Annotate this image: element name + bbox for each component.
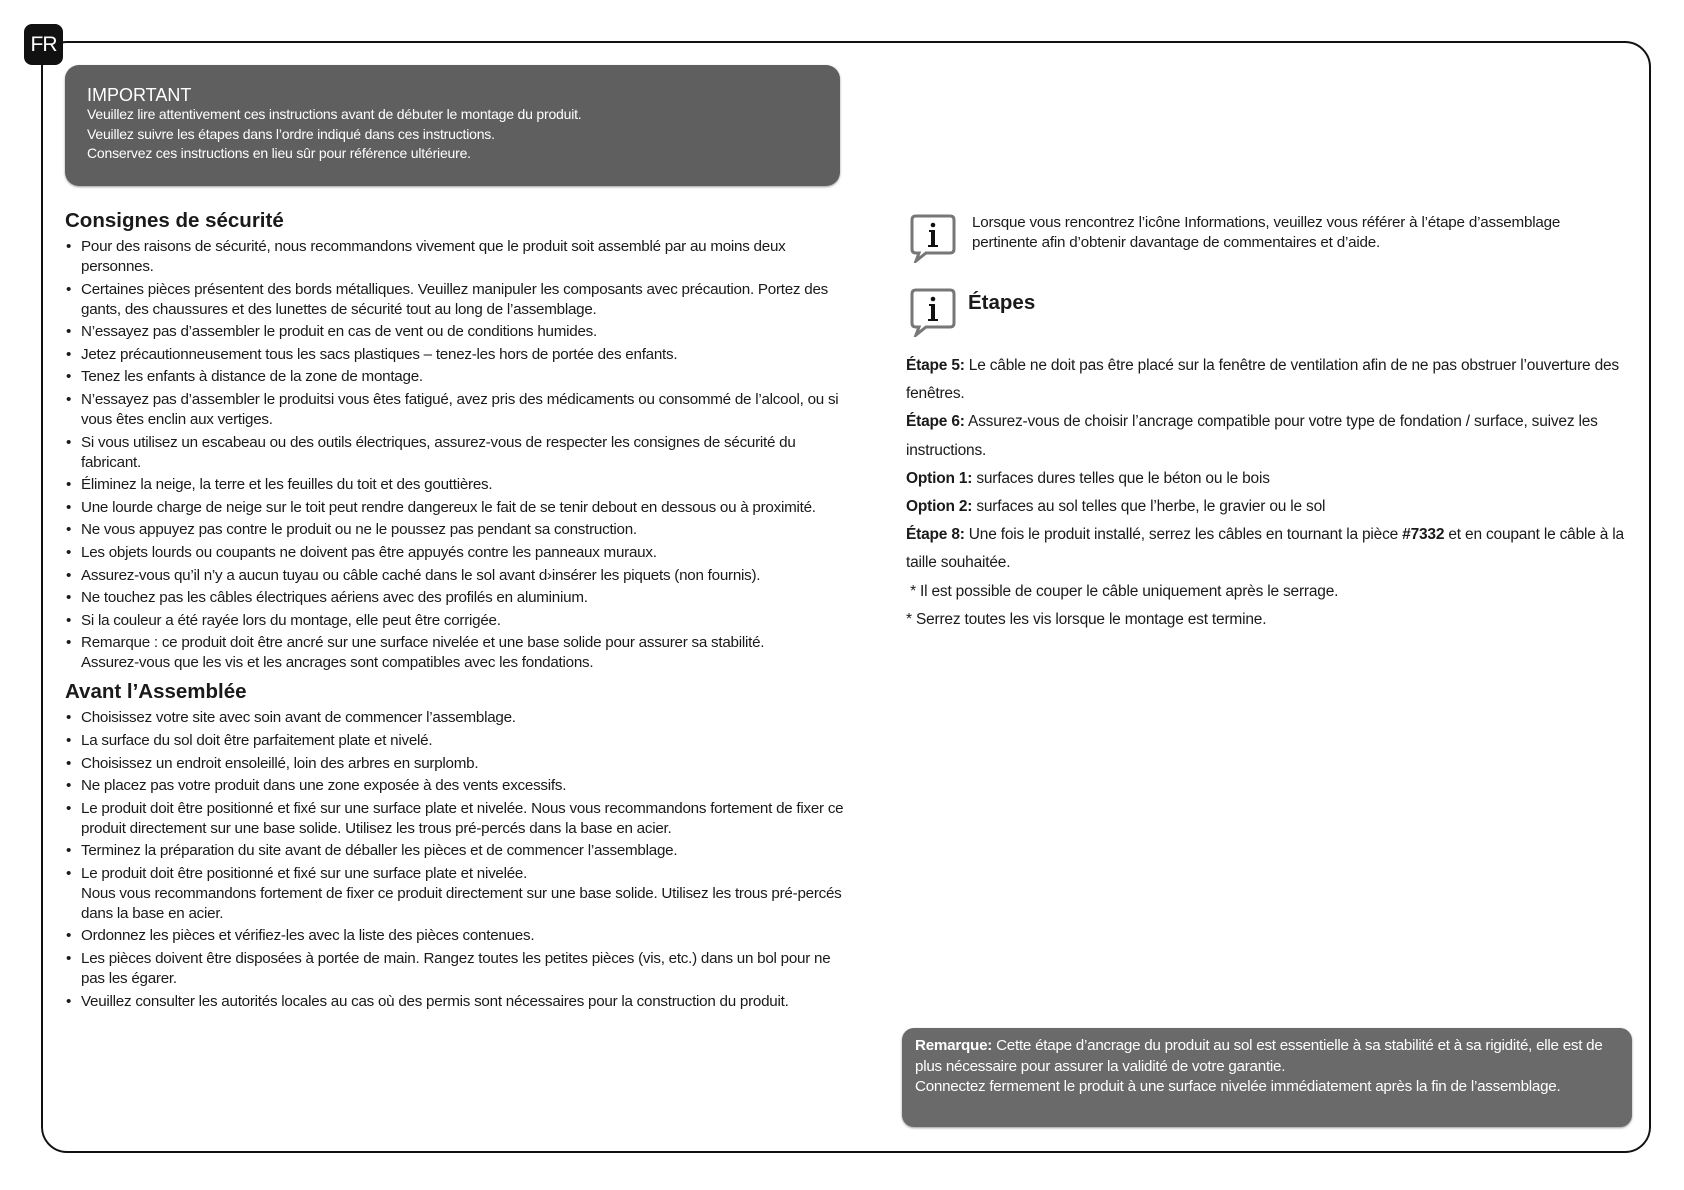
list-item	[65, 992, 845, 1012]
list-item	[65, 475, 845, 495]
list-item-text: Ordonnez les pièces et vérifiez-les avec la liste des pièces contenues.	[81, 927, 535, 945]
list-item-text: Ne vous appuyez pas contre le produit ou ne le poussez pas pendant sa construction.	[81, 521, 637, 539]
option-label: Option 1:	[906, 469, 973, 487]
list-item-text: Le produit doit être positionné et fixé sur une surface plate et nivelée.	[81, 864, 528, 882]
remark-label: Remarque:	[915, 1037, 993, 1054]
steps-title: Étapes	[968, 291, 1036, 314]
option-text: surfaces au sol telles que l’herbe, le gravier ou le sol	[972, 498, 1326, 516]
info-speech-bubble-icon	[910, 287, 956, 337]
list-item	[65, 841, 845, 861]
list-item	[65, 799, 845, 839]
important-banner	[65, 65, 840, 186]
safety-list	[65, 237, 845, 673]
remark-box	[902, 1028, 1632, 1127]
list-item	[65, 520, 845, 540]
list-item-text: Choisissez un endroit ensoleillé, loin des arbres en surplomb.	[81, 754, 479, 772]
option-entry	[906, 493, 1626, 521]
list-item-text: Tenez les enfants à distance de la zone de montage.	[81, 368, 423, 386]
list-item-text: Ne placez pas votre produit dans une zone exposée à des vents excessifs.	[81, 777, 567, 795]
footnote: * Serrez toutes les vis lorsque le montage est termine.	[906, 610, 1267, 628]
steps-list	[906, 352, 1626, 634]
list-item-text: Si la couleur a été rayée lors du montage, elle peut être corrigée.	[81, 611, 501, 629]
info-note	[910, 213, 1610, 265]
list-item-note: Nous vous recommandons fortement de fixer ce produit directement sur une base solide. Utilisez les trous pré-percés dans la base en acier.	[81, 884, 842, 922]
list-item	[65, 633, 845, 673]
step-text: et en coupant le câble à la taille souhaitée.	[906, 526, 1624, 572]
list-item	[65, 949, 845, 989]
list-item-text: Pour des raisons de sécurité, nous recommandons vivement que le produit soit assemblé par au moins deux personnes.	[81, 238, 786, 275]
step-entry	[906, 408, 1626, 464]
list-item-text: La surface du sol doit être parfaitement plate et nivelé.	[81, 731, 433, 749]
before-assembly-list	[65, 708, 845, 1011]
remark-text: Cette étape d’ancrage du produit au sol est essentielle à sa stabilité et à sa rigidité, elle est de plus nécessaire pour assurer la validité de votre garantie.	[915, 1037, 1603, 1075]
list-item	[65, 237, 845, 277]
language-badge: FR	[24, 24, 63, 65]
list-item-text: Remarque : ce produit doit être ancré sur une surface nivelée et une base solide pour assurer sa stabilité.	[81, 634, 765, 652]
list-item-text: Jetez précautionneusement tous les sacs plastiques – tenez-les hors de portée des enfants.	[81, 345, 678, 363]
step-label: Étape 5:	[906, 357, 965, 374]
list-item-text: Éliminez la neige, la terre et les feuilles du toit et des gouttières.	[81, 476, 493, 494]
important-line: Veuillez suivre les étapes dans l’ordre indiqué dans ces instructions.	[87, 125, 495, 142]
list-item-note: Assurez-vous que les vis et les ancrages sont compatibles avec les fondations.	[81, 654, 594, 672]
list-item	[65, 345, 845, 365]
list-item-text: Le produit doit être positionné et fixé sur une surface plate et nivelée. Nous vous recommandons fortement de fixer ce produit directement sur une base solide. Utilisez les trous pré-percés dans la base en acier.	[81, 799, 844, 837]
list-item	[65, 390, 845, 430]
safety-heading: Consignes de sécurité	[65, 209, 284, 232]
footnote: * Il est possible de couper le câble uniquement après le serrage.	[906, 582, 1339, 600]
step-text: Le câble ne doit pas être placé sur la fenêtre de ventilation afin de ne pas obstruer l’ouverture des fenêtres.	[906, 357, 1619, 403]
list-item-text: Terminez la préparation du site avant de déballer les pièces et de commencer l’assemblage.	[81, 842, 678, 860]
list-item	[65, 731, 845, 751]
list-item-text: Ne touchez pas les câbles électriques aériens avec des profilés en aluminium.	[81, 589, 588, 607]
list-item-text: Si vous utilisez un escabeau ou des outils électriques, assurez-vous de respecter les consignes de sécurité du fabricant.	[81, 433, 796, 471]
list-item	[65, 926, 845, 946]
info-note-text: Lorsque vous rencontrez l’icône Informations, veuillez vous référer à l’étape d’assemblage pertinente afin d’obtenir davantage de commentaires et d’aide.	[972, 214, 1561, 251]
part-number: #7332	[1402, 526, 1445, 544]
important-line: Veuillez lire attentivement ces instructions avant de débuter le montage du produit.	[87, 106, 582, 122]
list-item	[65, 754, 845, 774]
step-entry	[906, 352, 1626, 408]
list-item	[65, 611, 845, 631]
list-item	[65, 433, 845, 473]
list-item	[65, 322, 845, 342]
option-label: Option 2:	[906, 498, 973, 516]
option-entry	[906, 465, 1626, 493]
remark-text-2: Connectez fermement le produit à une surface nivelée immédiatement après la fin de l’assemblage.	[915, 1078, 1561, 1095]
list-item	[65, 566, 845, 586]
step-label: Étape 8:	[906, 526, 965, 544]
list-item-text: Veuillez consulter les autorités locales au cas où des permis sont nécessaires pour la construction du produit.	[81, 992, 789, 1010]
important-line: Conservez ces instructions en lieu sûr pour référence ultérieure.	[87, 145, 471, 161]
list-item-text: Assurez-vous qu’il n’y a aucun tuyau ou câble caché dans le sol avant d›insérer les piquets (non fournis).	[81, 566, 761, 584]
before-assembly-heading: Avant l’Assemblée	[65, 680, 247, 704]
list-item	[65, 367, 845, 387]
list-item	[65, 280, 845, 320]
list-item-text: N’essayez pas d’assembler le produitsi vous êtes fatigué, avez pris des médicaments ou consommé de l’alcool, ou si vous êtes enclin aux vertiges.	[81, 390, 839, 428]
step-text: Une fois le produit installé, serrez les câbles en tournant la pièce	[964, 526, 1403, 544]
list-item-text: Certaines pièces présentent des bords métalliques. Veuillez manipuler les composants avec précaution. Portez des gants, des chaussures et des lunettes de sécurité tout au long de l’assemblage.	[81, 280, 828, 318]
list-item-text: Choisissez votre site avec soin avant de commencer l’assemblage.	[81, 709, 516, 727]
list-item-text: Les objets lourds ou coupants ne doivent pas être appuyés contre les panneaux muraux.	[81, 543, 657, 561]
steps-header	[910, 287, 1610, 339]
step-text: Assurez-vous de choisir l’ancrage compatible pour votre type de fondation / surface, suivez les instructions.	[906, 413, 1598, 459]
left-column	[65, 208, 845, 1018]
list-item	[65, 776, 845, 796]
list-item	[65, 708, 845, 728]
important-title: IMPORTANT	[87, 85, 192, 105]
list-item	[65, 864, 845, 924]
option-text: surfaces dures telles que le béton ou le bois	[972, 469, 1270, 487]
step-label: Étape 6:	[906, 413, 965, 431]
step-entry	[906, 521, 1626, 577]
list-item	[65, 588, 845, 608]
list-item	[65, 498, 845, 518]
list-item-text: N’essayez pas d’assembler le produit en cas de vent ou de conditions humides.	[81, 323, 597, 341]
info-speech-bubble-icon	[910, 213, 956, 263]
list-item	[65, 543, 845, 563]
list-item-text: Les pièces doivent être disposées à portée de main. Rangez toutes les petites pièces (vis, etc.) dans un bol pour ne pas les égarer.	[81, 950, 831, 988]
list-item-text: Une lourde charge de neige sur le toit peut rendre dangereux le fait de se tenir debout en dessous ou à proximité.	[81, 498, 816, 516]
